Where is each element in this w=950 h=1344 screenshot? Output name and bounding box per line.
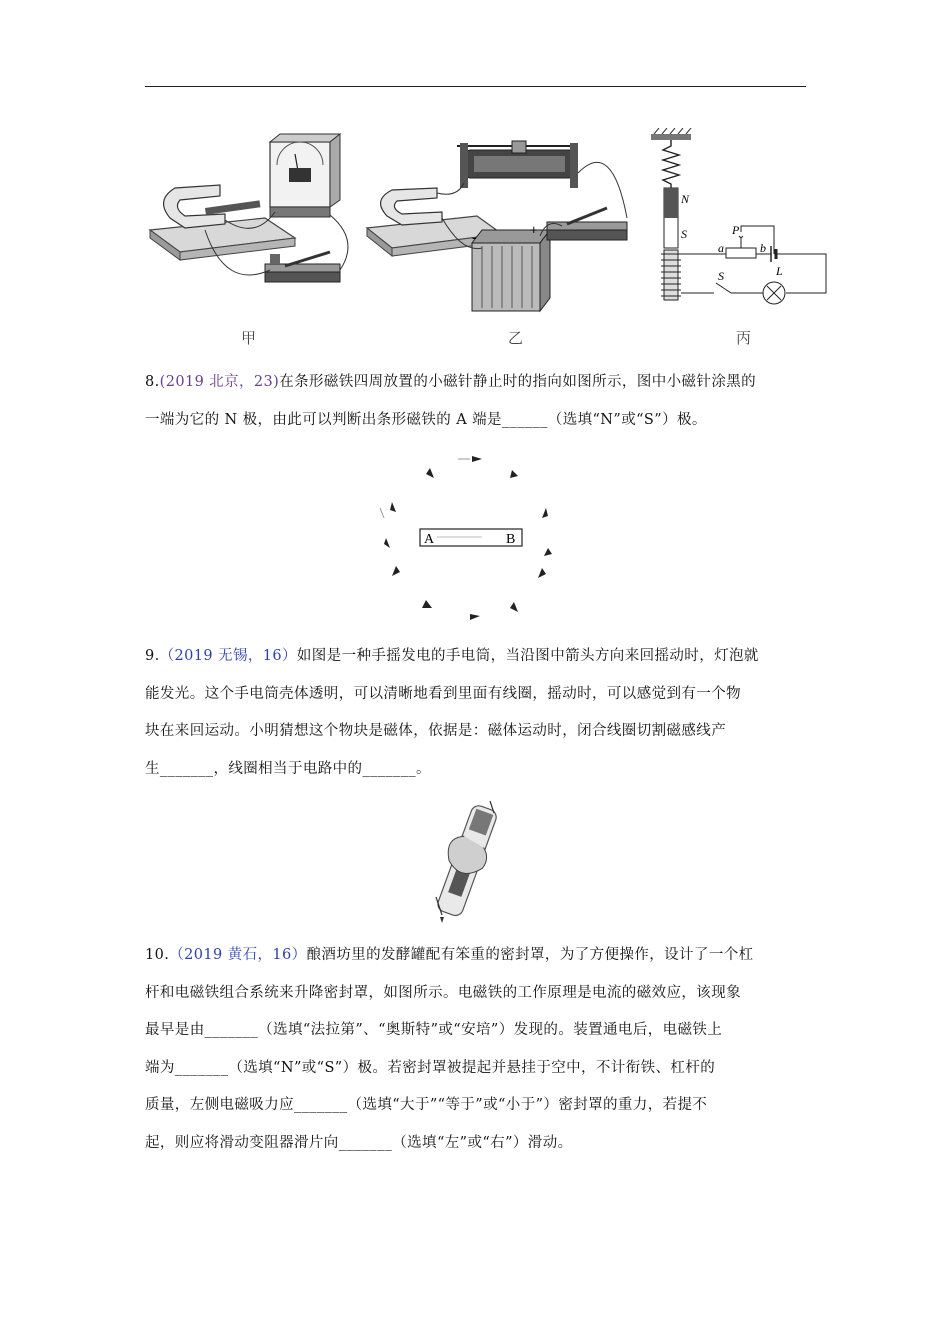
figure-caption-jia: 甲 xyxy=(241,329,257,347)
question-10-line-3: 最早是由_______（选填“法拉第”、“奥斯特”或“安培”）发现的。装置通电后，电磁铁上 xyxy=(145,1022,723,1038)
label-A: A xyxy=(424,532,435,547)
question-number: 8. xyxy=(145,374,160,390)
question-source: （2019 黄石，16） xyxy=(169,947,307,963)
figure-shake-flashlight xyxy=(428,797,508,925)
label-N: N xyxy=(681,192,690,206)
question-9-line-1: 9.（2019 无锡，16）如图是一种手摇发电的手电筒，当沿图中箭头方向来回摇动时，灯泡就 xyxy=(145,648,759,664)
question-source: （2019 无锡，16） xyxy=(159,648,297,664)
figure-compass-magnet xyxy=(372,450,562,630)
question-10-line-1: 10.（2019 黄石，16）酿酒坊里的发酵罐配有笨重的密封罩，为了方便操作，设计了一个杠 xyxy=(145,947,754,963)
figure-jia xyxy=(145,130,360,310)
question-8 xyxy=(145,364,810,439)
label-L: L xyxy=(776,264,783,278)
label-a: a xyxy=(718,241,724,255)
question-10-line-2: 杆和电磁铁组合系统来升降密封罩，如图所示。电磁铁的工作原理是电流的磁效应，该现象 xyxy=(145,984,741,1001)
svg-text:+: + xyxy=(530,222,538,237)
label-b: b xyxy=(760,241,766,255)
question-9-line-3: 块在来回运动。小明猜想这个物块是磁体，依据是：磁体运动时，闭合线圈切割磁感线产 xyxy=(145,723,727,739)
label-B: B xyxy=(506,532,516,547)
figure-caption-bing: 丙 xyxy=(736,329,752,347)
label-P: P xyxy=(732,223,740,237)
question-8-line-2: 一端为它的 N 极，由此可以判断出条形磁铁的 A 端是______（选填“N”或“S”）极。 xyxy=(145,411,707,428)
label-switch-S: S xyxy=(718,269,724,283)
figure-caption-yi: 乙 xyxy=(508,329,524,347)
question-9-line-4: 生_______，线圈相当于电路中的_______。 xyxy=(145,760,431,777)
question-8-line-1: 8.(2019 北京，23)在条形磁铁四周放置的小磁针静止时的指向如图所示，图中小磁针涂黑的 xyxy=(145,374,757,390)
question-source: (2019 北京，23) xyxy=(159,374,280,390)
question-10 xyxy=(145,937,810,1162)
question-9 xyxy=(145,638,810,788)
figure-yi xyxy=(362,138,637,323)
question-9-line-2: 能发光。这个手电筒壳体透明，可以清晰地看到里面有线圈，摇动时，可以感觉到有一个物 xyxy=(145,685,741,702)
label-S: S xyxy=(681,227,687,241)
figure-bing xyxy=(646,128,836,308)
question-number: 10. xyxy=(145,947,170,963)
question-10-line-6: 起，则应将滑动变阻器滑片向_______（选填“左”或“右”）滑动。 xyxy=(145,1134,573,1151)
question-10-line-4: 端为_______（选填“N”或“S”）极。若密封罩被提起并悬挂于空中，不计衔铁、杠杆的 xyxy=(145,1059,716,1076)
header-rule xyxy=(145,86,806,87)
question-10-line-5: 质量，左侧电磁吸力应_______（选填“大于”“等于”或“小于”）密封罩的重力，若提不 xyxy=(145,1097,708,1113)
question-number: 9. xyxy=(145,648,160,664)
svg-text:-: - xyxy=(472,229,477,245)
